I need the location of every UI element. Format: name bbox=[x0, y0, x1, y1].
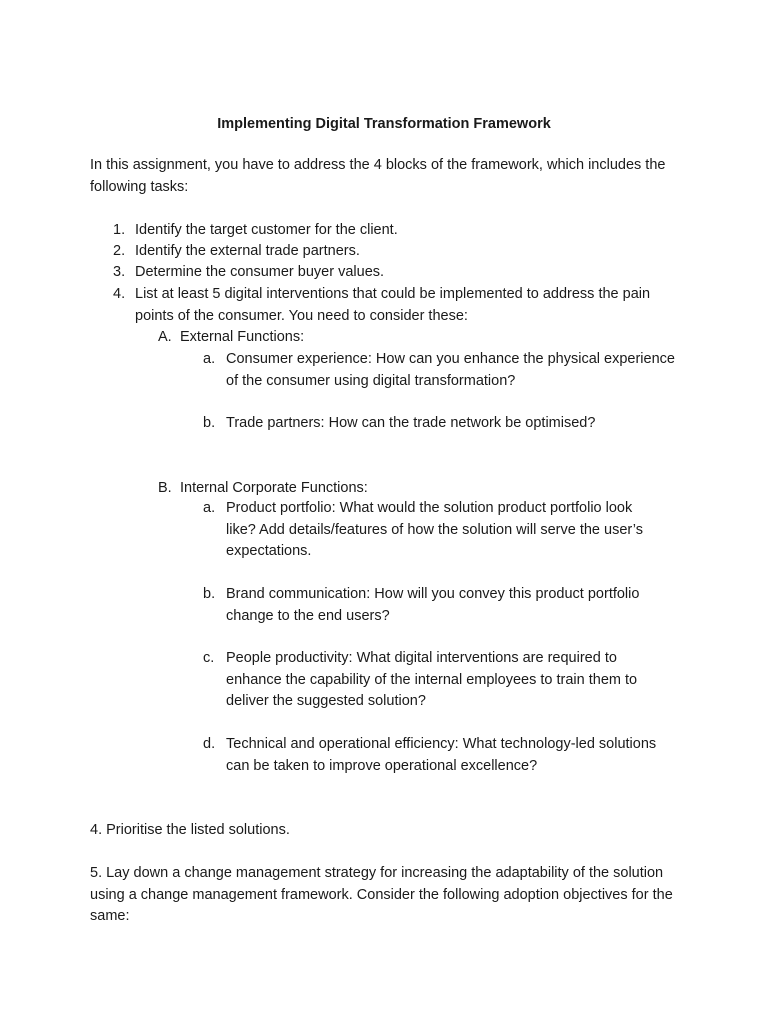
sub-list-letter: b. bbox=[203, 586, 216, 602]
section-letter: B. bbox=[158, 480, 172, 496]
intro-paragraph: In this assignment, you have to address the 4 blocks of the framework, which includes the following tasks: bbox=[90, 157, 666, 195]
sub-list-item-text: Consumer experience: How can you enhance the physical experience of the consumer using digital transformation? bbox=[226, 351, 675, 389]
sub-list-item bbox=[203, 584, 681, 628]
change-management-paragraph: 5. Lay down a change management strategy for increasing the adaptability of the solution using a change management framework. Consider the following adoption objectives for the same: bbox=[90, 865, 673, 924]
prioritise-paragraph: 4. Prioritise the listed solutions. bbox=[90, 822, 290, 838]
list-number: 2. bbox=[113, 243, 126, 259]
sub-list-item bbox=[203, 498, 681, 564]
list-item bbox=[113, 241, 683, 263]
sub-list-letter: d. bbox=[203, 736, 216, 752]
sub-list-item-text: Brand communication: How will you convey this product portfolio change to the end users? bbox=[226, 586, 640, 624]
list-number: 3. bbox=[113, 264, 126, 280]
list-item bbox=[113, 262, 683, 284]
list-number: 4. bbox=[113, 286, 126, 302]
list-item bbox=[113, 220, 683, 242]
section-label: Internal Corporate Functions: bbox=[180, 480, 368, 496]
section-letter: A. bbox=[158, 329, 172, 345]
list-item-text: Identify the external trade partners. bbox=[135, 243, 360, 259]
sub-list-letter: a. bbox=[203, 351, 216, 367]
sub-list-item bbox=[203, 648, 681, 714]
section-heading-external bbox=[158, 327, 458, 349]
list-item bbox=[113, 284, 683, 328]
sub-list-item bbox=[203, 734, 681, 778]
sub-list-letter: c. bbox=[203, 650, 215, 666]
list-item-text: Determine the consumer buyer values. bbox=[135, 264, 385, 280]
sub-list-letter: b. bbox=[203, 415, 216, 431]
sub-list-item-text: Product portfolio: What would the solution product portfolio look like? Add details/features of how the solution will serve the user’s expectations. bbox=[226, 500, 643, 559]
list-number: 1. bbox=[113, 222, 126, 238]
section-heading-internal bbox=[158, 478, 458, 500]
section-label: External Functions: bbox=[180, 329, 305, 345]
list-item-text: Identify the target customer for the client. bbox=[135, 222, 398, 238]
sub-list-item bbox=[203, 413, 681, 435]
sub-list-letter: a. bbox=[203, 500, 216, 516]
list-item-text: List at least 5 digital interventions that could be implemented to address the pain points of the consumer. You need to consider these: bbox=[135, 286, 651, 324]
sub-list-item-text: People productivity: What digital interventions are required to enhance the capability of the internal employees to train them to deliver the suggested solution? bbox=[226, 650, 638, 709]
sub-list-item-text: Technical and operational efficiency: What technology-led solutions can be taken to improve operational excellence? bbox=[226, 736, 657, 774]
document-title: Implementing Digital Transformation Framework bbox=[217, 116, 551, 132]
sub-list-item bbox=[203, 349, 681, 393]
sub-list-item-text: Trade partners: How can the trade network be optimised? bbox=[226, 415, 596, 431]
